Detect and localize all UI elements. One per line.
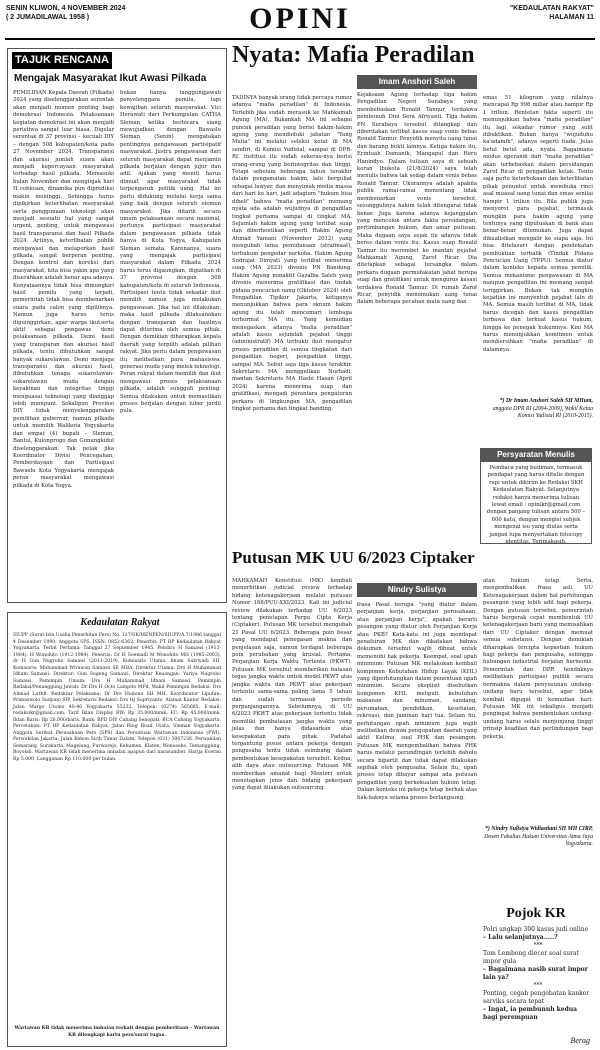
article2-author: Nindry Sulistya (357, 583, 477, 597)
paper-page: "KEDAULATAN RAKYAT" HALAMAN 11 (509, 5, 594, 21)
article-column-3: emas 51 kilogram yang nilainya mencapai Rp 996 miliar atau hampir Rp 1 triliun. Rentetan fakta seperti itu menunjukkan bahwa "mafia peradilan" itu lagi sekadar rumor yang sulit dibuktikan. Bukan hanya "wujuduhu ka'adamih", adanya seperti tiada. Jelas betul betul ada, nyata. Bagaimana modus operandi dari "mafia peradilan" akan terbebaskan dalam persidangan Zarof Ricar di pengadilan kelak. Tentu saja perlu keterbukaan dan keterlibatan pihak penuntut untuk membuka rinci asal muasal uang tunai dan emas senilai hampir 1 triliun itu. Bila publik juga menyorot para pejabat, termasuk mungkin para hakim agung yang tentunya yang diputuskan di bank atau benar-benar ditemukan. Juga dapat dikualisikan mengalir ke siapa saja. Ini bisa ditelusuri dengan pendekatan pembuktian terbalik (Tindak Pidana Pencucian Uang (TPPU). Semua diatur dalam konteks kepada semua pemilik. Semua mekanisme pengawasan di MA maupun pengadilan ini memang sangat teriggirkan. Bukan tak mungkin kejadian ini menyentuh pejabat lain di MA. Semua masih terlibat di MA, tidak harus dicegah dan kasus pengadilan terbawa dan terkuat kasus hukum, hingga ke penegak hukumnya. Kini MA harus menunjukkan komitmen untuk membersihkan "mafia peradilan" di dalamnya. (483, 95, 593, 353)
masthead-text: SIUPP (Surat Izin Usaha Penerbitan Pers) No. 127/SK/MENPEN/SIUPP/A.7/1986 tanggal 4 Desember 1990. Anggota SPS. ISSN: 0852-6362. Penerbit: PT BP Kedaulatan Rakyat Yogyakarta. Terbit Pertama: Tanggal 27 September 1945. Pendiri: H Samawi (1913-1984), H Wonohito (1912-1984). Penerus: Dr H Soemadi M Wonohito MH (1985-2003), dr H Gun Nugroho Samawi (2011-2019). Komisaris Utama: Imam Sutriyadi SH. Komisaris: Muhammad Wirawan Samawi SE MBA. Direktur Utama: Drs H Muhammad Idham Samawi. Direktur: Gun Sugeng Samawi. Direktur Keuangan: Yuriya Nugroho Samawi. Pemimpin Umum: Drs H Muhammad Idham Samawi. Pemimpin Redaksi/Penanggung Jawab: Dr Drs H Octo Lampito MPd. Wakil Pemimpin Redaksi: Drs Ahmad Luthfi. Redaktur Pelaksana: Dr Drs Hudono SH MH. Koordinator Liputan: Primaswolo Sudjono SIP. Sekretaris Redaksi: Drs Hj Supriyanto. Alamat Kantor Redaksi: Jalan Margo Utomo 40-46 Yogyakarta 55232. Telepon: (0274) 565685. E-mail: redaksikr@gmail.com. Tarif Iklan Display BW: Rp 35.000/mmk, FC: Rp 45.000/mmk. Iklan Baris: Rp 20.000/baris. Bank: BPD DIY Cabang Senopati, BCA Cabang Yogyakarta. Percetakan: PT BP Kedaulatan Rakyat, Jalan Ring Road Utara, Sleman Yogyakarta. Anggota Serikat Perusahaan Pers (SPS) dan Persatuan Wartawan Indonesia (PWI). Perwakilan Jakarta: Jalan Kebon Sirih Timur Dalam, Telepon (021) 3907236. Perwakilan Semarang, Surakarta, Magelang, Purworejo, Kebumen, Klaten, Wonosobo, Temanggung, Boyolali. Wartawan KR tidak menerima imbalan apapun dari narasumber. Harga Eceran Rp 5.000, Langganan Rp 110.000 per bulan. (13, 633, 221, 762)
masthead-footer: Wartawan KR tidak menerima imbalan terkait dengan pemberitaan – Wartawan KR dilengkapi kartu pers/surat tugas. (14, 1026, 220, 1038)
article2-title: Putusan MK UU 6/2023 Ciptaker (232, 548, 475, 567)
editorial-label: TAJUK RENCANA (12, 52, 112, 69)
editorial-column-2: bukan hanya tanggungjawab penyelenggara pemilu, tapi kewajiban seluruh masyarakat. Vici Herawati dari Perkumpulan CATHA Sleman ketika berbicara siang mewujudkan dengan Bawaslu Sleman (Senin) mengatakan pentingnya pengawasan partisipatif masyarakat. Justru pengawasan dari seluruh masyarakat dapat menjamin pilkada berjalan dengan jujur dan adil. Ajakan yang meniti harus dimuat agar masyarakat tidak terpengaruh politik uang. Hal ini perlu didukung melalui kerja sama yang baik dengan seluruh elemen masyarakat. Jika ditarik secara umum pelaksanaan secara nasional, perlunya partisipasi masyarakat dalam pengawasan pilkada tidak hanya di Kota Yogya, Kabupaten Sleman semata. Karenanya, suara yang mengajak partisipasi masyarakat dalam Pilkada 2024 harus terus digaungkan, digiatkan di 37 provinsi dengan 508 kabupaten/kota di seluruh Indonesia. Partisipasi tentu tidak sekadar ikut memilih namun juga melakukan pengawasan. Jika hal ini dilakukan, maka hasil pilkada dilaksanakan dengan transparan dan hasilnya dapat diterima oleh semua pihak. Dengan demikian diharapkan kepala daerah yang terpilih adalah pilihan rakyat. Jika perlu dalam pengawasan itu melibatkan para mahasiswa, generasi muda yang melek teknologi. Peran rakyat dalam memilih dan ikut mengawasi proses pelaksanaan pilkada, adalah sungguh penting. Semua dilakukan untuk memastikan proses berjalan dengan luber jurdil pula. (120, 90, 221, 415)
writing-rules-label: Persyaratan Menulis (480, 448, 592, 462)
pojok-title: Pojok KR (506, 906, 566, 921)
edition-date: SENIN KLIWON, 4 NOVEMBER 2024 ( 2 JUMADILAWAL 1958 ) (6, 5, 126, 21)
writing-rules-text: Pembaca yang budiman, termasuk pendapat yang harus ditulis dengan rapi untuk dikirim ke Redaksi SKH Kedaulatan Rakyat. Selanjutnya redaksi hanya menerima tulisan lewat email : opinikr@gmail.com dengan panjang tulisan antara 500 – 600 kata, dengan mengisi subjek mengenai isu yang diulas serta jangan lupa menyertakan fotocopy identitas. Terimakasih. (486, 465, 586, 546)
article-title: Nyata: Mafia Peradilan (232, 42, 475, 68)
pojok-signature: Berag (570, 1036, 590, 1045)
article2-column-2: frasa Pasal berupa "yang diatur dalam perjanjian kerja, perjanjian perusahaan, atau perjanjian kerja", apakah berarti pesangon yang diatur oleh Perjanjian Kerja atau PKB? Kata-kata ini juga mendapat penafsiran MK dan dikatakan bahwa dokumen tersebut wajib dibuat untuk memenuhi hak pekerja. Keempat, soal upah minimum. Putusan MK melakukan kembali komponen Kebutuhan Hidup Layak (KHL) yang diperhitungkan dalam penentuan upah minimum. Secara eksplisit disebutkan komponen KHL meliputi kebutuhan makanan dan minuman, sandang, perumahan, pendidikan, kesehatan, rekreasi, dan jaminan hari tua. Selain itu, perhitungan upah minimum juga wajib melibatkan dewan pengupahan daerah yang aktif. Kelima, soal PHK dan pesangon. Putusan MK mengembalikan bahwa PHK harus melalui perundingan terlebih dahulu secara bipartit dan tidak dapat dilakukan sepihak oleh pengusaha. Selain itu, upah proses tetap dibayar sampai ada putusan pengadilan yang berkekuatan hukum tetap. Dalam konteks ini pekerja tetap berhak atas hak-haknya selama proses berlangsung. (357, 602, 477, 801)
editorial-column-1: PEMILIHAN Kepala Daerah (Pilkada) 2024 yang diselenggarakan serentak akan menjadi momen penting bagi demokrasi Indonesia. Pelaksanaan kegiatan demokrasi ini akan menjadi peristiwa sangat luar biasa. Digelar serentak di 37 provinsi – kecuali DIY – dengan 508 kabupaten/kota pada 27 November 2024. Transparansi dan akurasi jumlah suara akan menjadi kepercayaan masyarakat terhadap hasil pilkada. Memasuki bulan November dan menginjak hari H coblosan, dinamika pun diprediksi makin meninggi. Sehingga harus dipikirkan keterlibatan masyarakat serta penggunaan teknologi akan menjadi sesuatu hal yang sangat urgent, penting, untuk mengawasi hasil transparansi dan hasil Pilkada 2024. Artinya, keterlibatan publik mengawasi dan melaporkan hasil pilkada, sangat berperan penting. Dengan kontrol dan koreksi dari masyarakat, kita bisa yakin apa yang diserahkan adalah benar apa adanya. Kenyataannya tidak bisa dimungkiri hasil pemilu yang terjadi, pemerintah tidak bisa membenarkan suara pada calon yang dipilihnya. Namun juga harus terus diguinggirkan, agar warga ikutserta aktif sebagai pengawas demi pelaksanaan pilkada. Demi hasil yang transparan dan akurasi hasil pilkada, tentu dibutuhkan sangat banyak sukarelawan. Demi menjaga transparansi dan akurasi hasil, dibutuhkan tenaga sukarelawan-sukarelawan muda dengan keyakinan dan integritas tinggi menguasai teknologi yang dianggap lebih mumpuni. Sekalipun Provinsi DIY tidak menyelenggarakan pemilihan gubernur, namun pilkada untuk memilih Walikota Yogyakarta dan empat (4) bupati – Sleman, Bantul, Kulonprogo dan Gunungkidul diselenggarakan. Tak pelak jika Koordinator Divisi Pencegahan, Pemberdayaan dan Partisipasi Bawaslu Kota Yogyakarta mengajak peran masyarakat mengawasi pilkada di Kota Yogya. (13, 90, 114, 489)
header-rule (5, 38, 595, 40)
article2-signature: *) Nindry Sulistya Widiastiani SH MH CIRP, Dosen Fakultas Hukum Universitas Atma Jaya Yogyakarta. (484, 826, 593, 847)
article2-column-3: atan hukum tetap. Serta, mengembalikan frasa asli UU Ketenagakerjaan dalam hal perhitungan pesangon yang lebih adil bagi pekerja. Dengan putusan tersebut, pemerintah harus bergerak cepat membentuk UU ketenagakerjaan baru yang memisahkan dari UU Ciptaker dengan memuat semua substansi. Dengan demikian diharapkan tercipta kepastian hukum bagi pekerja dan pengusaha, sehingga hubungan industrial berjalan harmonis. Pemerintah dan DPR hendaknya melibatkan partisipasi publik secara bermakna dalam penyusunan undang-undang baru tersebut, agar tidak kembali digugat di kemudian hari. Putusan MK ini sekaligus menjadi pengingat bahwa pembentukan undang-undang harus selalu menjunjung tinggi prinsip keadilan dan perlindungan bagi pekerja. (483, 578, 593, 740)
article-column-1: TADINYA banyak orang tidak percaya rumor adanya "mafia peradilan" di Indonesia. Terlebih jika sudah merasuk ke Mahkamah Agung (MA). Bukankah MA ini sebagai puncak peradilan yang berisi hakim-hakim agung yang menduduki jabatan "Yang Mulia" ini melalui seleksi ketat di MA sendiri, di Komisi Yudisial, sampai di DPR-RI. Institusi itu sudah sekeras-nya berisi orang-orang yang berintegritas dan tinggi. Tetapi sebelum beberapa tahun terakhir dalam pengamatan hakim, lalu berguliat sebagai lawyer, dan menyimak media massa dari hari ke hari, jadi adagium "hukum bisa dibeli" bahwa "mafia peradilan" memang nyata ada adalah wujudnya di pengadilan tingkat pertama sampai di tingkat MA. Sejumlah hakim agung yang terlibat suap dan diberhentikan seperti Hakim Agung Ahmad Yamani (November 2012) yang mengubah lama pemidanaan (strafmaat), terhukum pengedar narkoba. Hakim Agung Sudrajat Dimyati yang terlibat menerima suap (MA 2023) divonis PN Bandung. Hakim Agung nonaktif Gazalba Saleh yang divonis menerima gratifikasi dan tindak pidana pencucian uang (Oktober 2024) oleh Pengadilan Tipikor Jakarta, ketiganya menunjukkan bahwa para oknum hakim agung itu telah mencemari lembaga terhormat MA itu. Yang kemudian menegaskan adanya "mafia peradilan" adalah kasus sejumlah pejabat tinggi (administratif) MA terbukti ikut mengatur proses peradilan di semua tingkatan dari pengadilan negeri, pengadilan tinggi, sampai MA. Sebut saja tiga kasus terakhir. Sekretaris MA menggelikan Nurhadi, mantan Sekretaris MA Hasbi Hasan (April 2024) karena menerima suap dan gratifikasi, mengadi perantara pengaturan perkara di lingkungan MA, pengadilan tingkat pertama dan tingkat banding. (232, 95, 352, 413)
section-title: OPINI (249, 2, 351, 35)
article-author: Imam Anshori Saleh (357, 75, 477, 89)
article2-column-1: MAHKAMAH Konstitusi (MK) kembali menerbitkan judicial review terhadap bidang ketenagakerjaan melalui putusan Nomor 168/PUU-XXI/2023. Kali ini judicial review dilakukan terhadap UU 6/2023 tentang penetapan Perpu Cipta Kerja (Ciptaker). Putusan MK tersebut mengubah 21 Pasal UU 6/2023. Beberapa poin besar yang mendapat penegasan makna dan penjelasan saja, namun terdapat beberapa poin perubahan yang krusial. Pertama, Perjanjian Kerja Waktu Tertentu (PKWT). Putusan MK tersebut memberikan batasan tegas jangka waktu untuk model PKWT atas jangka waktu dan PKWT atas pekerjaan tertentu sama-sama paling lama 5 tahun dan sudah termasuk periode perpanjangannya. Sebelumnya, di UU 6/2023 PKWT atas pekerjaan tertentu tidak memiliki pembatasan jangka waktu yang jelas dan hanya didasarkan atas kesepakatan para pihak. Padahal tergantung posisi antara pekerja dengan pengusaha tentu tidak seimbang dalam pembentukan kesepakatan tersebut. Kedua, alih daya atau outsourcing. Putusan MK memberikan amanat bagi Menteri untuk menetapkan jenis dan bidang pekerjaan yang dapat dilakukan outsourcing. (232, 578, 352, 792)
article-signature: *) Dr Imam Anshori Saleh SH MHum, anggota DPR RI (2004-2009), Wakil Ketua Komisi Yudisial RI (2010-2015). (492, 398, 593, 419)
article-column-2: Kejaksaan Agung terhadap tiga hakim Pengadilan Negeri Surabaya yang membebaskan Ronald Tannur, terdakwa pembunuh Dini Sera Afriyanti. Tiga hakim PN Surabaya tersebut ditangkap dan diberitakan terlibat kasus suap vonis bebas Ronald Tannur. Penyidik menyita uang tunai dan barang bukti lainnya. Ketiga hakim itu, Erintuah Damanik, Mangapul dan Heru Hanindyo. Dalam tulisan saya di sebuah koran Ibukota (21/8/2024) saya telah menulis bahwa tak sedap dalam vonis bebas Ronald Tannur. Ukurannya adalah apabila publik ramai-ramai menentang tidak membenarkan vonis tersebut, sesungguhnya hakim telah ditengarai tidak benar. Juga karena adanya kejanggalan yang mencolok antara fakta persidangan, pertimbangan hukum, dan amar putusan. Maka dugaan saya sejak itu adanya tidak beres dalam vonis itu. Kasus suap Ronald Tannur itu merembet ke mantan pejabat Mahkamah Agung, Zarof Ricar. Dia ditetapkan sebagai tersangka dalam perkara dugaan permufakatan jahat berupa suap dan gratifikasi untuk mengurus kasasi terdakwa Ronald Tannur. Di rumah Zarof Ricar, penyidik menemukan uang tunai dalam beberapa pecahan mata uang dan (357, 92, 477, 306)
masthead-title: Kedaulatan Rakyat (80, 617, 160, 628)
editorial-title: Mengajak Masyarakat Ikut Awasi Pilkada (14, 73, 207, 84)
pojok-items: Polri ungkap 300 kasus judi online – Lalu selanjutnya.....? *** Tom Lembong diecer soal surat impor gula – Bagaimana nasib surat impor lain ya? *** Penting, cegah pengobatan kanker serviks secara tepat – Ingat, ia pembunuh kedua bagi perempuan (483, 926, 590, 1021)
